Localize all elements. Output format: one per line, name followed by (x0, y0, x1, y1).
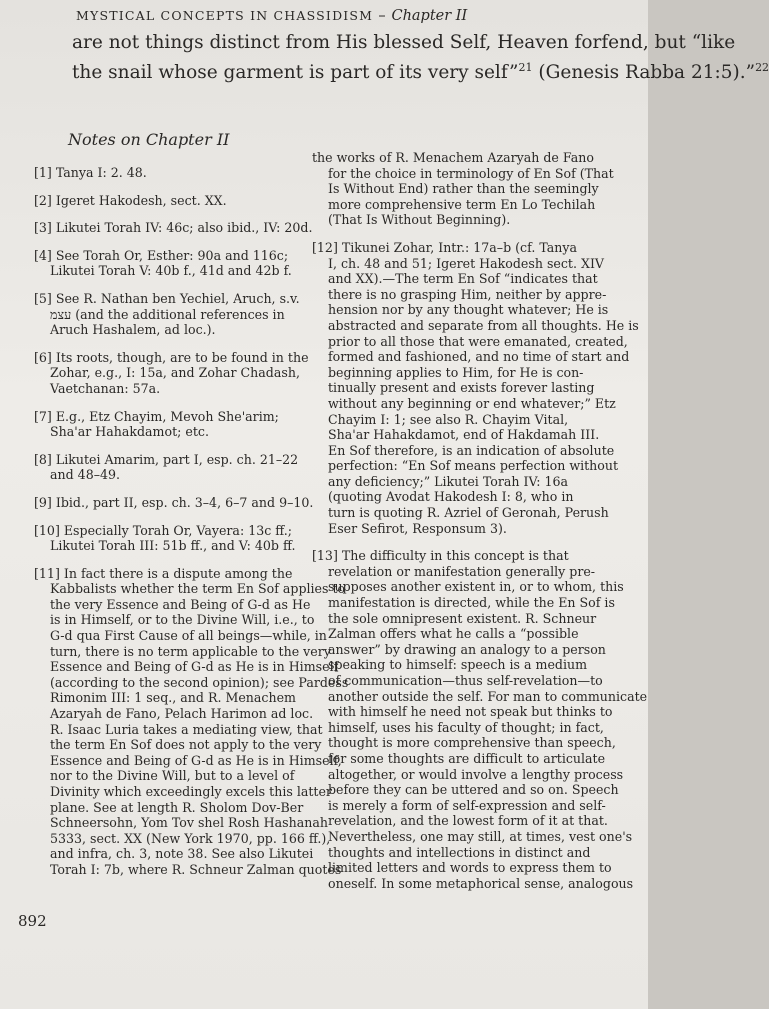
note-n12 (312, 239, 639, 536)
note-line: speaking to himself: speech is a medium (328, 657, 588, 673)
note-line: thoughts and intellections in distinct and (328, 844, 591, 860)
note-line: plane. See at length R. Sholom Dov-Ber (50, 799, 304, 815)
note-line: more comprehensive term En Lo Techilah (328, 196, 596, 212)
note-line: [8] Likutei Amarim, part I, esp. ch. 21–22 (34, 451, 299, 467)
note-line: [13] The difficulty in this concept is that (312, 548, 569, 564)
note-line: limited letters and words to express them to (328, 860, 612, 876)
note-line: [1] Tanya I: 2. 48. (34, 165, 147, 180)
note-n1 (34, 165, 304, 181)
note-n13 (312, 548, 648, 891)
note-n6 (34, 349, 309, 397)
note-n2 (34, 193, 304, 209)
note-line: turn, there is no term applicable to the very (50, 643, 331, 659)
note-line: [6] Its roots, though, are to be found in the (34, 349, 309, 365)
note-line: Likutei Torah V: 40b f., 41d and 42b f. (50, 263, 292, 279)
note-line: Vaetchanan: 57a. (50, 380, 161, 396)
note-line: and 48–49. (50, 467, 121, 483)
note-line: R. Isaac Luria takes a mediating view, that (50, 721, 323, 737)
note-line: Aruch Hashalem, ad loc.). (50, 322, 216, 338)
note-line: Azaryah de Fano, Pelach Harimon ad loc. (50, 706, 314, 722)
note-n5 (34, 291, 304, 338)
note-line: is merely a form of self-expression and self- (328, 797, 606, 813)
note-n3 (34, 220, 313, 236)
note-line: and XX).—The term En Sof “indicates that (328, 271, 598, 287)
note-line: [9] Ibid., part II, esp. ch. 3–4, 6–7 and 9–10. (34, 494, 314, 510)
note-n8 (34, 452, 304, 483)
footnote-ref-22: 22 (755, 61, 769, 74)
body-line-1: are not things distinct from His blessed Self, Heaven forfend, but “like (72, 32, 736, 53)
note-line: Zalman offers what he calls a “possible (328, 626, 579, 642)
note-line: the works of R. Menachem Azaryah de Fano (312, 150, 594, 165)
note-line: revelation or manifestation generally pre- (328, 563, 596, 579)
note-line: with himself he need not speak but thinks to (328, 704, 613, 720)
note-line: Kabbalists whether the term En Sof applies to (50, 581, 346, 597)
note-line: for the choice in terminology of En Sof (That (328, 165, 614, 181)
note-line: without any beginning or end whatever;” Etz (328, 395, 616, 411)
note-line: for some thoughts are difficult to articulate (328, 750, 606, 766)
note-line: beginning applies to Him, for He is con- (328, 364, 584, 380)
note-line: 5333, sect. XX (New York 1970, pp. 166 ff.), (50, 830, 331, 846)
note-line: oneself. In some metaphorical sense, analogous (328, 875, 634, 891)
note-line: [5] See R. Nathan ben Yechiel, Aruch, s.v. (34, 290, 300, 306)
note-line: Essence and Being of G-d as He is in Himself (50, 659, 339, 675)
note-line: altogether, or would involve a lengthy process (328, 766, 624, 782)
note-line: Essence and Being of G-d as He is in Himself, (50, 752, 342, 768)
note-line: before they can be uttered and so on. Speech (328, 782, 619, 798)
note-line: and infra, ch. 3, note 38. See also Likutei (50, 846, 314, 862)
notes-column-right (312, 150, 648, 903)
note-line: Zohar, e.g., I: 15a, and Zohar Chadash, (50, 365, 300, 381)
note-n11c (312, 150, 614, 228)
note-line: himself, uses his faculty of thought; in fact, (328, 719, 604, 735)
note-line: (according to the second opinion); see Pardess (50, 674, 349, 690)
note-line: Nevertheless, one may still, at times, vest one's (328, 828, 633, 844)
footnote-ref-21: 21 (518, 61, 533, 74)
note-line: (That Is Without Beginning). (328, 212, 511, 228)
body-line-2-text: the snail whose garment is part of its very self” (72, 62, 519, 84)
note-n7 (34, 409, 304, 440)
note-line: [4] See Torah Or, Esther: 90a and 116c; (34, 247, 289, 263)
note-line: nor to the Divine Will, but to a level of (50, 768, 295, 784)
running-head-title: MYSTICAL CONCEPTS IN CHASSIDISM (76, 8, 374, 23)
note-line: of communication—thus self-revelation—to (328, 673, 603, 688)
note-line: thought is more comprehensive than speech, (328, 735, 616, 751)
note-line: G-d qua First Cause of all beings—while, in (50, 628, 327, 644)
notes-heading: Notes on Chapter II (68, 130, 230, 149)
note-line: Is Without End) rather than the seemingly (328, 181, 599, 197)
note-n10 (34, 523, 304, 554)
note-line: Schneersohn, Yom Tov shel Rosh Hashanah (50, 815, 328, 831)
note-line: Torah I: 7b, where R. Schneur Zalman quotes (50, 861, 342, 877)
note-line: formed and fashioned, and no time of start and (328, 349, 630, 365)
note-line: [12] Tikunei Zohar, Intr.: 17a–b (cf. Tanya (312, 239, 577, 255)
note-line: hension nor by any thought whatever; He is (328, 302, 609, 318)
note-line: I, ch. 48 and 51; Igeret Hakodesh sect. XIV (328, 255, 605, 271)
note-line: [10] Especially Torah Or, Vayera: 13c ff.; (34, 522, 293, 538)
note-line: Sha'ar Hahakdamot; etc. (50, 424, 209, 440)
note-line: perfection: “En Sof means perfection without (328, 458, 619, 474)
note-line: there is no grasping Him, neither by appre- (328, 286, 607, 302)
note-line: [11] In fact there is a dispute among the (34, 565, 293, 581)
note-line: Rimonim III: 1 seq., and R. Menachem (50, 690, 296, 706)
note-line: revelation, and the lowest form of it at that. (328, 813, 608, 829)
note-n4 (34, 248, 304, 279)
note-line: [7] E.g., Etz Chayim, Mevoh She'arim; (34, 408, 279, 424)
note-line: Sha'ar Hahakdamot, end of Hakdamah III. (328, 427, 600, 443)
running-head-separator: – (373, 8, 392, 24)
note-line: another outside the self. For man to communicate (328, 688, 648, 704)
note-line: prior to all those that were emanated, created, (328, 333, 628, 349)
note-line: עצמ (and the additional references in (50, 306, 285, 322)
running-head (76, 8, 636, 24)
page-number: 892 (18, 912, 47, 930)
note-line: answer” by drawing an analogy to a person (328, 641, 606, 657)
note-line: Eser Sefirot, Responsum 3). (328, 520, 507, 536)
note-line: abstracted and separate from all thoughts. He is (328, 317, 639, 333)
body-line-2 (72, 55, 769, 85)
note-line: En Sof therefore, is an indication of absolute (328, 442, 615, 458)
notes-column-left (34, 165, 349, 890)
note-line: Chayim I: 1; see also R. Chayim Vital, (328, 411, 569, 427)
note-line: the sole omnipresent existent. R. Schneur (328, 610, 597, 626)
body-line-2-citation: (Genesis Rabba 21:5).” (532, 62, 756, 84)
running-head-chapter: Chapter II (391, 8, 468, 24)
note-n11 (34, 565, 349, 878)
note-line: turn is quoting R. Azriel of Geronah, Perush (328, 505, 609, 521)
body-text-continuation (72, 30, 769, 85)
note-line: tinually present and exists forever lasting (328, 380, 595, 396)
note-line: [2] Igeret Hakodesh, sect. XX. (34, 192, 227, 208)
note-line: supposes another existent in, or to whom, this (328, 579, 624, 595)
note-line: [3] Likutei Torah IV: 46c; also ibid., IV: 20d. (34, 220, 313, 236)
note-line: any deficiency;” Likutei Torah IV: 16a (328, 473, 569, 489)
note-line: is in Himself, or to the Divine Will, i.e., to (50, 612, 315, 628)
note-line: Divinity which exceedingly excels this latter (50, 784, 332, 799)
note-line: manifestation is directed, while the En Sof is (328, 595, 615, 611)
note-line: the term En Sof does not apply to the very (50, 737, 322, 753)
note-line: the very Essence and Being of G-d as He (50, 596, 311, 612)
note-line: (quoting Avodat Hakodesh I: 8, who in (328, 489, 574, 505)
note-line: Likutei Torah III: 51b ff., and V: 40b ff. (50, 538, 296, 554)
note-n9 (34, 494, 314, 511)
